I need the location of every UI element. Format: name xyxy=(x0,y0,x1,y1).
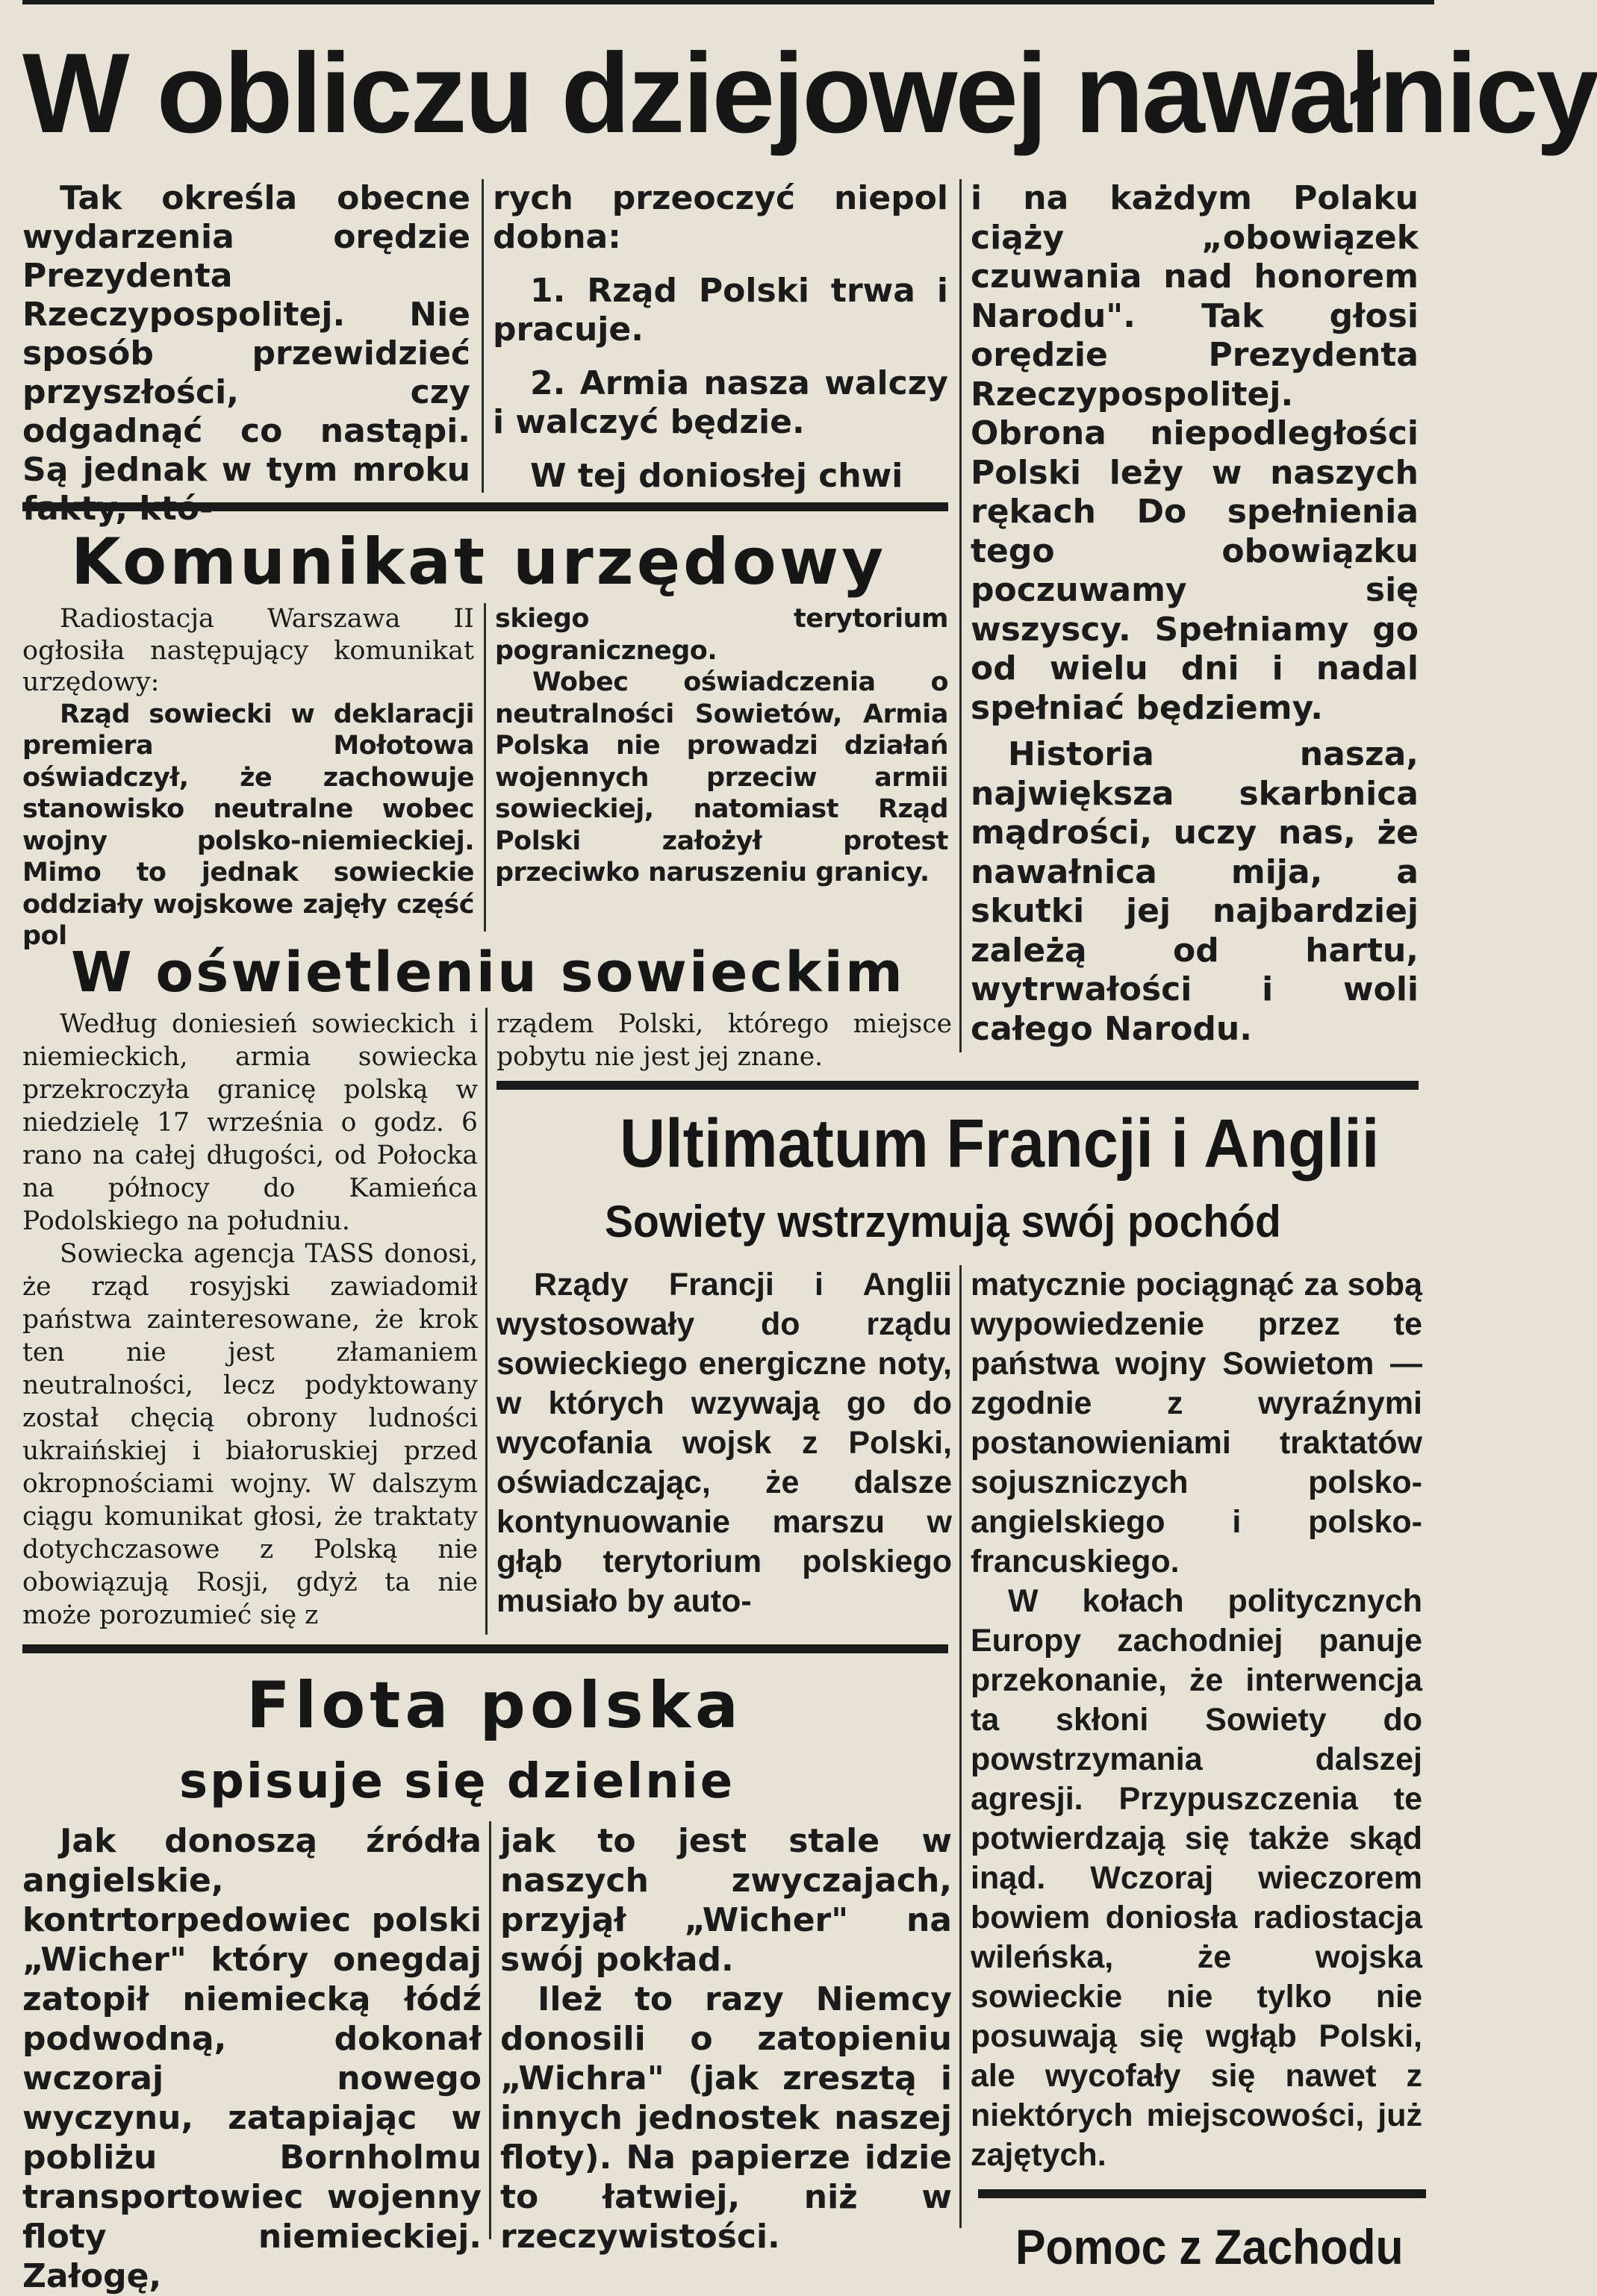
lead-col1: Tak określa obecne wydarzenia orędzie Prezydenta Rzeczypospolitej. Nie sposób przewidzieć przyszłości, czy odgadnąć co nastąpi. Są jednak w tym mroku xyxy=(22,179,470,489)
top-rule xyxy=(22,0,1434,4)
section-rule xyxy=(22,502,948,511)
flota-col2: jak to jest stale w naszych zwyczajach, przyjął „Wicher" na swój pokład. Ileż to razy Niemcy donosili o zatopieniu „Wichra" (jak zresztą i innych jednostek naszej floty). Na papierze idzie to łatwiej, niż w rzeczywistości. xyxy=(500,1822,952,2256)
oswietlenie-headline: W oświetleniu sowieckim xyxy=(71,940,905,1005)
column-divider xyxy=(959,1265,962,2228)
komunikat-col2: skiego terytorium pogranicznego. Wobec oświadczenia o neutralności Sowietów, Armia Polska nie prowadzi działań wojennych przeciw armii sowieckiej, natomiast Rząd Polski założył protest przeciwko naruszeniu granicy. xyxy=(495,604,948,887)
flota-headline: Flota polska xyxy=(246,1668,743,1743)
komunikat-col1: Radiostacja Warszawa II ogłosiła następujący komunikat urzędowy: Rząd sowiecki w deklaracji premiera Mołotowa oświadczył, że zachowuje stanowisko neutralne wobec wojny polsko-niemieckiej. Mimo to jednak sowieckie oddziały wojskowe zajęły część pol xyxy=(22,604,474,951)
lead-col2: rych przeoczyć niepol dobna: 1. Rząd Polski trwa i pracuje. 2. Armia nasza walczy i walczyć będzie. W tej doniosłej chwi xyxy=(493,179,948,495)
ultimatum-col1: Rządy Francji i Anglii wystosowały do rządu sowieckiego energiczne noty, w których wzywają go do wycofania wojsk z Polski, oświadczając, że dalsze kontynuowanie marszu w głąb terytorium polskiego musiało by auto- xyxy=(496,1267,952,1619)
main-headline: W obliczu dziejowej nawałnicy xyxy=(22,30,1597,157)
lead-col3: i na każdym Polaku ciąży „obowiązek czuwania nad honorem Narodu". Tak głosi orędzie Prezydenta Rzeczypospolitej. Obrona niepodległości Polski leży w naszych rękach Do spełnienia tego obowiązku poczuwamy się wszyscy. Spełniamy go od wielu dni i nadal spełniać będziemy. Historia nasza, największa skarbnica mądrości, uczy nas, że nawałnica mija, a skutki jej najbardziej zależą od hartu, wytrwałości i woli całego Narodu. xyxy=(971,179,1419,1048)
oswietlenie-col2: rządem Polski, którego miejsce pobytu nie jest jej znane. xyxy=(496,1009,952,1072)
column-divider xyxy=(485,1008,488,1635)
column-divider xyxy=(482,179,484,493)
pomoc-headline: Pomoc z Zachodu xyxy=(1015,2219,1404,2274)
section-rule xyxy=(496,1081,1419,1090)
komunikat-headline: Komunikat urzędowy xyxy=(71,525,887,599)
flota-col1: Jak donoszą źródła angielskie, kontrtorpedowiec polski „Wicher" który onegdaj zatopił niemiecką łódź podwodną, dokonał wczoraj nowego wyczynu, zatapiając w pobliżu Bornholmu transportowiec wojenny floty niemieckiej. Załogę, xyxy=(22,1822,482,2295)
column-divider xyxy=(489,1821,491,2239)
flota-subhead: spisuje się dzielnie xyxy=(179,1754,735,1809)
ultimatum-subhead: Sowiety wstrzymują swój pochód xyxy=(605,1197,1281,1247)
ultimatum-col2: matycznie pociągnąć za sobą wypowiedzenie przez te państwa wojny Sowietom — zgodnie z wyraźnymi postanowieniami traktatów sojuszniczych polsko-angielskiego i polsko-francuskiego. W kołach politycznych Europy zachodniej panuje przekonanie, że interwencja ta skłoni Sowiety do powstrzymania dalszej agresji. Przypuszczenia te potwierdzają się także skąd inąd. Wczoraj wieczorem bowiem doniosła radiostacja wileńska, że wojska sowieckie nie tylko nie posuwają się wgłąb Polski, ale wycofały się nawet z niektórych miejscowości, już zajętych. xyxy=(971,1267,1422,2173)
section-rule xyxy=(978,2189,1426,2198)
column-divider xyxy=(484,603,486,932)
oswietlenie-col1: Według doniesień sowieckich i niemieckich, armia sowiecka przekroczyła granicę polską w niedzielę 17 września o godz. 6 rano na całej długości, od Połocka na północy do Kamieńca Podolskiego na południu. Sowiecka agencja TASS donosi, że rząd rosyjski zawiadomił państwa zainteresowane, że krok ten nie jest złamaniem neutralności, lecz podyktowany został chęcią obrony ludności ukraińskiej i białoruskiej przed okropnościami wojny. W dalszym ciągu komunikat głosi, że traktaty dotychczasowe z Polską nie obowiązują Rosji, gdyż ta nie może porozumieć się z xyxy=(22,1009,478,1630)
column-divider xyxy=(959,179,962,1052)
ultimatum-headline: Ultimatum Francji i Anglii xyxy=(620,1105,1380,1182)
section-rule xyxy=(22,1644,948,1653)
